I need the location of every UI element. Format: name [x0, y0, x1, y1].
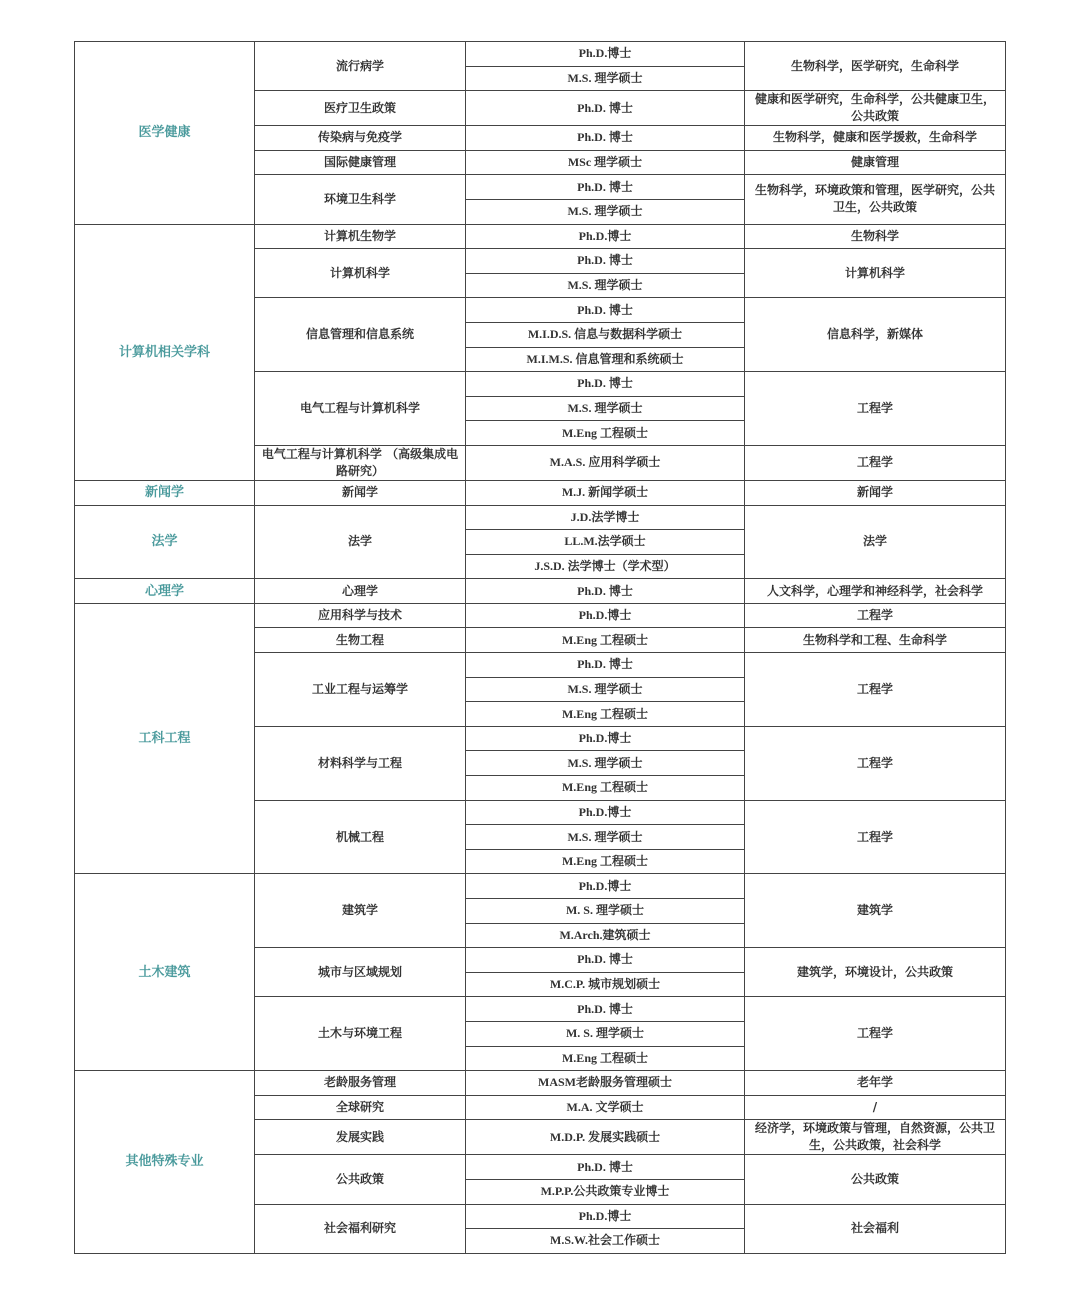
- degree-cell: J.D.法学博士: [466, 505, 745, 530]
- field-cell: 工程学: [745, 445, 1006, 480]
- degree-cell: Ph.D.博士: [466, 224, 745, 249]
- degree-cell: Ph.D. 博士: [466, 1155, 745, 1180]
- degree-cell: Ph.D. 博士: [466, 298, 745, 323]
- program-name-cell: 应用科学与技术: [255, 603, 466, 628]
- degree-cell: M.D.P. 发展实践硕士: [466, 1120, 745, 1155]
- table-row: [75, 480, 1006, 505]
- field-cell: 工程学: [745, 372, 1006, 446]
- program-name-cell: 传染病与免疫学: [255, 126, 466, 151]
- degree-cell: Ph.D. 博士: [466, 372, 745, 397]
- category-cell: 医学健康: [75, 42, 255, 225]
- program-name-cell: 流行病学: [255, 42, 466, 91]
- field-cell: 信息科学，新媒体: [745, 298, 1006, 372]
- category-cell: 法学: [75, 505, 255, 579]
- program-name-cell: 社会福利研究: [255, 1204, 466, 1253]
- degree-cell: M.P.P.公共政策专业博士: [466, 1179, 745, 1204]
- degree-cell: Ph.D. 博士: [466, 997, 745, 1022]
- degree-cell: MSc 理学硕士: [466, 150, 745, 175]
- field-cell: 建筑学: [745, 874, 1006, 948]
- degree-cell: M.J. 新闻学硕士: [466, 480, 745, 505]
- field-cell: 新闻学: [745, 480, 1006, 505]
- degree-cell: M.S. 理学硕士: [466, 66, 745, 91]
- field-cell: 公共政策: [745, 1155, 1006, 1204]
- program-name-cell: 机械工程: [255, 800, 466, 874]
- program-name-cell: 公共政策: [255, 1155, 466, 1204]
- table-row: [75, 603, 1006, 628]
- program-name-cell: 电气工程与计算机科学: [255, 372, 466, 446]
- degree-cell: M.S. 理学硕士: [466, 825, 745, 850]
- table-row: [75, 1071, 1006, 1096]
- degree-cell: M.Eng 工程硕士: [466, 628, 745, 653]
- program-name-cell: 工业工程与运筹学: [255, 653, 466, 727]
- field-cell: 社会福利: [745, 1204, 1006, 1253]
- program-name-cell: 建筑学: [255, 874, 466, 948]
- degree-cell: M.A.S. 应用科学硕士: [466, 445, 745, 480]
- program-name-cell: 新闻学: [255, 480, 466, 505]
- category-cell: 其他特殊专业: [75, 1071, 255, 1254]
- field-cell: /: [745, 1095, 1006, 1120]
- field-cell: 生物科学，环境政策和管理，医学研究，公共卫生，公共政策: [745, 175, 1006, 224]
- field-cell: 健康和医学研究，生命科学，公共健康卫生，公共政策: [745, 91, 1006, 126]
- table-row: [75, 874, 1006, 899]
- degree-cell: Ph.D.博士: [466, 726, 745, 751]
- table-row: [75, 224, 1006, 249]
- field-cell: 老年学: [745, 1071, 1006, 1096]
- degree-cell: M.S. 理学硕士: [466, 199, 745, 224]
- degree-cell: Ph.D.博士: [466, 603, 745, 628]
- degree-cell: Ph.D. 博士: [466, 653, 745, 678]
- program-name-cell: 材料科学与工程: [255, 726, 466, 800]
- degree-cell: M. S. 理学硕士: [466, 1021, 745, 1046]
- field-cell: 计算机科学: [745, 249, 1006, 298]
- degree-cell: M.S.W.社会工作硕士: [466, 1229, 745, 1254]
- degree-cell: M.Eng 工程硕士: [466, 1046, 745, 1071]
- degree-cell: Ph.D.博士: [466, 42, 745, 67]
- field-cell: 工程学: [745, 997, 1006, 1071]
- field-cell: 人文科学，心理学和神经科学，社会科学: [745, 579, 1006, 604]
- program-name-cell: 城市与区域规划: [255, 948, 466, 997]
- degree-cell: Ph.D. 博士: [466, 91, 745, 126]
- degree-cell: M.S. 理学硕士: [466, 677, 745, 702]
- degree-cell: M.Eng 工程硕士: [466, 702, 745, 727]
- program-name-cell: 全球研究: [255, 1095, 466, 1120]
- degree-cell: Ph.D.博士: [466, 800, 745, 825]
- program-name-cell: 发展实践: [255, 1120, 466, 1155]
- degree-cell: LL.M.法学硕士: [466, 530, 745, 555]
- degree-cell: Ph.D. 博士: [466, 249, 745, 274]
- degree-cell: M.A. 文学硕士: [466, 1095, 745, 1120]
- degree-cell: J.S.D. 法学博士（学术型）: [466, 554, 745, 579]
- table-row: [75, 42, 1006, 67]
- degree-cell: M.I.D.S. 信息与数据科学硕士: [466, 322, 745, 347]
- field-cell: 生物科学，健康和医学援救，生命科学: [745, 126, 1006, 151]
- program-name-cell: 电气工程与计算机科学 （高级集成电路研究）: [255, 445, 466, 480]
- field-cell: 工程学: [745, 726, 1006, 800]
- degree-cell: Ph.D. 博士: [466, 175, 745, 200]
- category-cell: 工科工程: [75, 603, 255, 874]
- degree-cell: M.Eng 工程硕士: [466, 776, 745, 801]
- program-name-cell: 法学: [255, 505, 466, 579]
- field-cell: 工程学: [745, 653, 1006, 727]
- degree-cell: M.C.P. 城市规划硕士: [466, 972, 745, 997]
- degree-cell: M.S. 理学硕士: [466, 273, 745, 298]
- field-cell: 健康管理: [745, 150, 1006, 175]
- degree-cell: MASM老龄服务管理硕士: [466, 1071, 745, 1096]
- table-row: [75, 579, 1006, 604]
- category-cell: 心理学: [75, 579, 255, 604]
- field-cell: 生物科学和工程、生命科学: [745, 628, 1006, 653]
- program-name-cell: 老龄服务管理: [255, 1071, 466, 1096]
- field-cell: 生物科学，医学研究，生命科学: [745, 42, 1006, 91]
- field-cell: 生物科学: [745, 224, 1006, 249]
- category-cell: 计算机相关学科: [75, 224, 255, 480]
- degree-cell: M.S. 理学硕士: [466, 751, 745, 776]
- table-row: [75, 505, 1006, 530]
- degree-cell: Ph.D.博士: [466, 874, 745, 899]
- degree-cell: M.S. 理学硕士: [466, 396, 745, 421]
- field-cell: 工程学: [745, 603, 1006, 628]
- program-name-cell: 环境卫生科学: [255, 175, 466, 224]
- program-name-cell: 信息管理和信息系统: [255, 298, 466, 372]
- field-cell: 经济学，环境政策与管理，自然资源，公共卫生，公共政策，社会科学: [745, 1120, 1006, 1155]
- degree-cell: Ph.D. 博士: [466, 948, 745, 973]
- field-cell: 法学: [745, 505, 1006, 579]
- program-name-cell: 计算机科学: [255, 249, 466, 298]
- field-cell: 工程学: [745, 800, 1006, 874]
- program-name-cell: 生物工程: [255, 628, 466, 653]
- program-name-cell: 医疗卫生政策: [255, 91, 466, 126]
- degree-cell: M.I.M.S. 信息管理和系统硕士: [466, 347, 745, 372]
- program-name-cell: 国际健康管理: [255, 150, 466, 175]
- degree-cell: M. S. 理学硕士: [466, 899, 745, 924]
- program-table: [74, 41, 1006, 1254]
- degree-cell: M.Eng 工程硕士: [466, 849, 745, 874]
- field-cell: 建筑学，环境设计，公共政策: [745, 948, 1006, 997]
- category-cell: 土木建筑: [75, 874, 255, 1071]
- program-name-cell: 土木与环境工程: [255, 997, 466, 1071]
- degree-cell: Ph.D. 博士: [466, 126, 745, 151]
- degree-cell: M.Arch.建筑硕士: [466, 923, 745, 948]
- degree-cell: Ph.D.博士: [466, 1204, 745, 1229]
- program-table-body: [75, 42, 1006, 1254]
- program-name-cell: 计算机生物学: [255, 224, 466, 249]
- degree-cell: M.Eng 工程硕士: [466, 421, 745, 446]
- degree-cell: Ph.D. 博士: [466, 579, 745, 604]
- program-name-cell: 心理学: [255, 579, 466, 604]
- category-cell: 新闻学: [75, 480, 255, 505]
